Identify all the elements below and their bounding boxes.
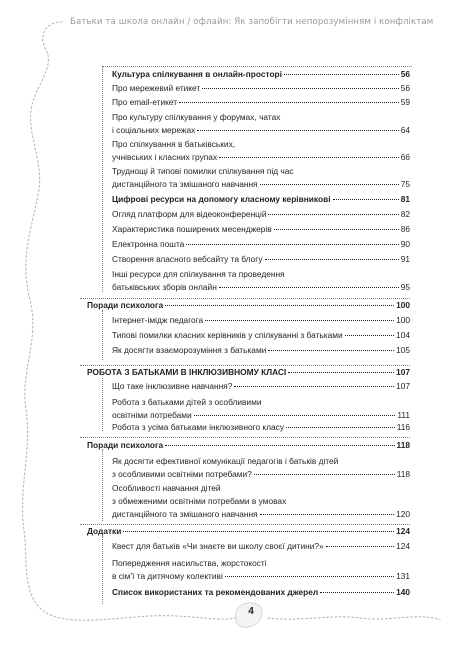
dot-leader — [123, 531, 394, 532]
toc-page-number: 124 — [396, 526, 410, 536]
toc-entry-row — [112, 151, 410, 164]
toc-entry[interactable] — [112, 557, 410, 583]
dot-leader — [345, 335, 394, 336]
toc-entry[interactable] — [112, 455, 410, 481]
toc-entry-title-line: Типові помилки класних керівників у спілкуванні з батьками — [112, 330, 343, 340]
toc-entry-title-line: Культура спілкування в онлайн-просторі — [112, 69, 282, 79]
toc-entry-title-line: в сім'ї та дитячому колективі — [112, 570, 223, 581]
dot-leader — [179, 102, 399, 103]
dot-leader — [260, 184, 399, 185]
dot-leader — [284, 74, 399, 75]
toc-entry[interactable] — [112, 540, 410, 553]
toc-entry[interactable] — [112, 82, 410, 95]
toc-entry-title-line: Про культуру спілкування у форумах, чатах — [112, 112, 281, 122]
toc-entry-row — [112, 508, 410, 521]
toc-entry-row — [112, 421, 410, 434]
toc-entry-row — [112, 380, 410, 393]
dot-leader — [194, 415, 396, 416]
toc-entry-title-line: учнівських і класних групах — [112, 151, 218, 162]
running-header: Батьки та школа онлайн / офлайн: Як запобігти непорозумінням і конфліктам — [70, 17, 434, 27]
toc-entry-title-line: Про мережевий етикет — [112, 83, 201, 93]
toc-entry[interactable] — [112, 380, 410, 393]
toc-entry[interactable] — [112, 165, 410, 191]
toc-entry-title-line: Характеристика поширених месенджерів — [112, 224, 272, 234]
toc-entry-title-line: Попередження насильства, жорстокості — [112, 558, 267, 568]
toc-entry[interactable] — [112, 223, 410, 236]
toc-entry-row — [112, 223, 410, 236]
toc-entry-title-line: Інтернет-імідж педагога — [112, 315, 204, 325]
dot-leader — [205, 320, 394, 321]
toc-page-number: 56 — [400, 69, 410, 79]
toc-entry-row — [112, 281, 410, 294]
toc-entry-title-line: Огляд платформ для відеоконференцій — [112, 209, 267, 219]
toc-entry[interactable] — [112, 193, 410, 206]
toc-entry[interactable] — [112, 138, 410, 164]
toc-entry-row — [112, 329, 410, 342]
toc-entry-row — [112, 540, 410, 553]
toc-entry-title-line: Інші ресурси для спілкування та проведення — [112, 269, 285, 279]
toc-page-number: 100 — [396, 315, 410, 325]
dot-leader — [288, 372, 394, 373]
toc-entry-title-line: Про email-етикет — [112, 97, 178, 107]
toc-entry[interactable] — [112, 96, 410, 109]
toc-entry[interactable] — [112, 111, 410, 137]
toc-entry[interactable] — [112, 68, 410, 81]
toc-entry-row — [87, 366, 410, 379]
dot-leader — [286, 427, 395, 428]
toc-entry-row — [112, 178, 410, 191]
toc-page-number: 90 — [400, 239, 410, 249]
toc-entry-row — [112, 238, 410, 251]
dot-leader — [165, 305, 394, 306]
toc-entry-row — [112, 586, 410, 599]
dot-leader — [219, 287, 399, 288]
toc-page-number: 107 — [396, 367, 410, 377]
toc-page-number: 116 — [396, 422, 410, 432]
toc-entry[interactable] — [112, 268, 410, 294]
toc-entry-row — [87, 299, 410, 312]
toc-entry[interactable] — [87, 299, 410, 312]
dot-leader — [333, 199, 399, 200]
toc-entry-title-line: Додатки — [87, 526, 122, 536]
dot-leader — [186, 244, 398, 245]
toc-entry[interactable] — [112, 208, 410, 221]
toc-entry-title-line: Робота з батьками дітей з особливими — [112, 397, 262, 407]
toc-page-number: 120 — [396, 508, 410, 519]
toc-entry-row — [112, 124, 410, 137]
toc-entry-title-line: з особливими освітніми потребами? — [112, 468, 252, 479]
dot-leader — [268, 350, 394, 351]
toc-entry-row — [112, 96, 410, 109]
toc-page-number: 118 — [396, 468, 410, 479]
toc-entry-title-line: і соціальних мережах — [112, 124, 196, 135]
toc-entry-row — [112, 253, 410, 266]
toc-entry[interactable] — [112, 329, 410, 342]
dot-leader — [320, 592, 394, 593]
page-number: 4 — [248, 606, 254, 617]
toc-page-number: 111 — [397, 409, 410, 420]
toc-page-number: 64 — [400, 124, 410, 135]
toc-entry-row — [112, 409, 410, 422]
toc-page-number: 131 — [396, 570, 410, 581]
toc-entry-row — [112, 344, 410, 357]
toc-entry-title-line: Що таке інклюзивне навчання? — [112, 381, 233, 391]
toc-entry-row — [112, 68, 410, 81]
toc-entry[interactable] — [87, 439, 410, 452]
toc-entry-title-line: Як досягти ефективної комунікації педагогів і батьків дітей — [112, 456, 339, 466]
toc-entry[interactable] — [112, 253, 410, 266]
toc-entry-title-line: Електронна пошта — [112, 239, 185, 249]
toc-entry[interactable] — [112, 238, 410, 251]
toc-page-number: 66 — [400, 151, 410, 162]
toc-entry[interactable] — [112, 586, 410, 599]
toc-page-number: 107 — [396, 381, 410, 391]
toc-page-number: 75 — [400, 178, 410, 189]
dot-leader — [265, 259, 399, 260]
dot-leader — [225, 576, 394, 577]
toc-page-number: 104 — [396, 330, 410, 340]
toc-entry-row — [87, 439, 410, 452]
toc-entry-title-line: Поради психолога — [87, 300, 164, 310]
toc-entry-title-line: Робота з усіма батьками інклюзивного класу — [112, 422, 285, 432]
dot-leader — [268, 214, 398, 215]
toc-entry-title-line: освітніми потребами — [112, 409, 192, 420]
toc-page-number: 105 — [396, 345, 410, 355]
toc-entry-title-line: батьківських зборів онлайн — [112, 281, 217, 292]
toc-page-number: 124 — [396, 541, 410, 551]
toc-entry[interactable] — [112, 421, 410, 434]
toc-entry-row — [87, 525, 410, 538]
toc-entry-title-line: Цифрові ресурси на допомогу класному керівникові — [112, 194, 331, 204]
toc-entry[interactable] — [112, 314, 410, 327]
dot-leader — [197, 130, 398, 131]
toc-page-number: 100 — [396, 300, 410, 310]
toc-entry-title-line: Як досягти взаєморозуміння з батьками — [112, 345, 267, 355]
dot-leader — [274, 229, 399, 230]
toc-entry-title-line: Список використаних та рекомендованих джерел — [112, 587, 319, 597]
toc-page-number: 140 — [396, 587, 410, 597]
toc-page-number: 56 — [400, 83, 410, 93]
toc-entry-title-line: Квест для батьків «Чи знаєте ви школу своєї дитини?» — [112, 541, 324, 551]
toc-page-number: 86 — [400, 224, 410, 234]
toc-entry-title-line: Труднощі й типові помилки спілкування під час — [112, 166, 294, 176]
toc-entry-row — [112, 468, 410, 481]
toc-page-number: 82 — [400, 209, 410, 219]
toc-entry-title-line: дистанційного та змішаного навчання — [112, 508, 258, 519]
toc-entry-row — [112, 570, 410, 583]
toc-entry-title-line: РОБОТА З БАТЬКАМИ В ІНКЛЮЗИВНОМУ КЛАСІ — [87, 367, 287, 377]
toc-entry[interactable] — [112, 396, 410, 422]
dot-leader — [254, 474, 395, 475]
toc-page-number: 91 — [400, 254, 410, 264]
toc-entry-row — [112, 193, 410, 206]
toc-entry-row — [112, 208, 410, 221]
toc-entry-title-line: Поради психолога — [87, 440, 164, 450]
toc-page-number: 81 — [400, 194, 410, 204]
dot-leader — [326, 546, 394, 547]
toc-page-number: 118 — [396, 440, 410, 450]
dot-leader — [202, 88, 398, 89]
toc-entry-row — [112, 314, 410, 327]
toc-entry-title-line: Створення власного вебсайту та блогу — [112, 254, 263, 264]
dot-leader — [260, 514, 395, 515]
toc-entry[interactable] — [112, 482, 410, 521]
toc-page-number: 95 — [400, 281, 410, 292]
toc-entry[interactable] — [87, 366, 410, 379]
toc-page-number: 59 — [400, 97, 410, 107]
dot-leader — [219, 157, 399, 158]
toc-entry[interactable] — [87, 525, 410, 538]
toc-entry-row — [112, 82, 410, 95]
toc-entry-title-line: з обмеженими освітніми потребами в умовах — [112, 495, 287, 506]
toc-entry-title-line: Особливості навчання дітей — [112, 483, 221, 493]
toc-entry-title-line: дистанційного та змішаного навчання — [112, 178, 258, 189]
dot-leader — [165, 445, 394, 446]
toc-entry[interactable] — [112, 344, 410, 357]
dot-leader — [234, 386, 394, 387]
toc-entry-title-line: Про спілкування в батьківських, — [112, 139, 236, 149]
